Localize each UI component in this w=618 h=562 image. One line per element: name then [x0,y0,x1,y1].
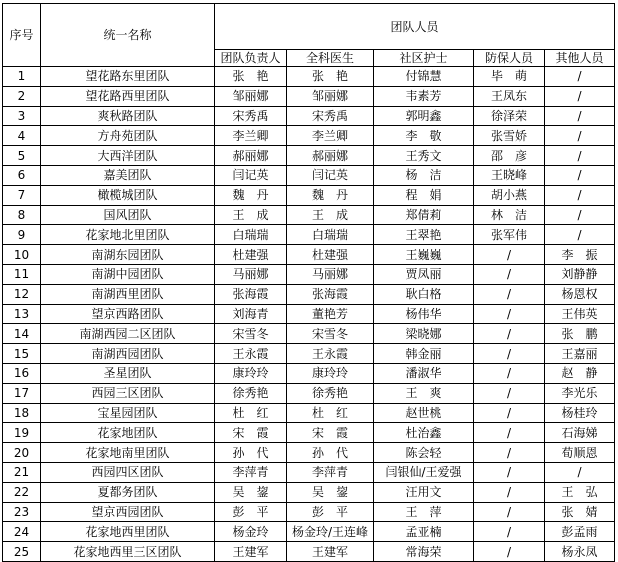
seq-cell: 14 [3,324,41,344]
header-leader: 团队负责人 [215,50,287,67]
nurse-cell: 汪用文 [374,482,474,502]
header-team-members: 团队人员 [215,4,615,50]
prevention-cell: / [474,363,545,383]
nurse-cell: 郭明鑫 [374,106,474,126]
doctor-cell: 徐秀艳 [287,383,374,403]
table-row [3,225,615,245]
table-row [3,106,615,126]
prevention-cell: / [474,344,545,364]
nurse-cell: 王巍巍 [374,245,474,265]
doctor-cell: 李萍青 [287,462,374,482]
other-cell: / [545,462,615,482]
other-cell: 荀顺恩 [545,443,615,463]
doctor-cell: 张海霞 [287,284,374,304]
nurse-cell: 贾凤丽 [374,264,474,284]
doctor-cell: 杜 红 [287,403,374,423]
doctor-cell: 宋雪冬 [287,324,374,344]
doctor-cell: 张 艳 [287,67,374,87]
nurse-cell: 耿白格 [374,284,474,304]
leader-cell: 康玲玲 [215,363,287,383]
doctor-cell: 王建军 [287,542,374,562]
prevention-cell: 林 洁 [474,205,545,225]
team-name-cell: 花家地团队 [41,423,215,443]
doctor-cell: 王 成 [287,205,374,225]
prevention-cell: 张军伟 [474,225,545,245]
doctor-cell: 宋秀禹 [287,106,374,126]
team-name-cell: 大西洋团队 [41,146,215,166]
doctor-cell: 吴 鋆 [287,482,374,502]
team-name-cell: 嘉美团队 [41,165,215,185]
nurse-cell: 孟亚楠 [374,522,474,542]
seq-cell: 11 [3,264,41,284]
other-cell: 杨桂玲 [545,403,615,423]
doctor-cell: 邹丽娜 [287,86,374,106]
leader-cell: 张 艳 [215,67,287,87]
leader-cell: 孙 代 [215,443,287,463]
other-cell: / [545,185,615,205]
other-cell: 张 鹏 [545,324,615,344]
team-name-cell: 望花路西里团队 [41,86,215,106]
nurse-cell: 李 敬 [374,126,474,146]
doctor-cell: 彭 平 [287,502,374,522]
doctor-cell: 闫记英 [287,165,374,185]
team-name-cell: 花家地南里团队 [41,443,215,463]
table-row [3,185,615,205]
leader-cell: 李兰卿 [215,126,287,146]
prevention-cell: / [474,482,545,502]
prevention-cell: / [474,403,545,423]
nurse-cell: 赵世桃 [374,403,474,423]
seq-cell: 3 [3,106,41,126]
nurse-cell: 韩金丽 [374,344,474,364]
seq-cell: 25 [3,542,41,562]
seq-cell: 4 [3,126,41,146]
seq-cell: 5 [3,146,41,166]
other-cell: / [545,67,615,87]
leader-cell: 白瑞瑞 [215,225,287,245]
prevention-cell: 胡小燕 [474,185,545,205]
other-cell: 石海娣 [545,423,615,443]
other-cell: / [545,225,615,245]
table-row [3,284,615,304]
team-name-cell: 宝星园团队 [41,403,215,423]
leader-cell: 徐秀艳 [215,383,287,403]
table-row [3,363,615,383]
leader-cell: 王永霞 [215,344,287,364]
prevention-cell: 徐泽荣 [474,106,545,126]
table-row [3,146,615,166]
seq-cell: 19 [3,423,41,443]
prevention-cell: / [474,383,545,403]
nurse-cell: 王秀文 [374,146,474,166]
seq-cell: 2 [3,86,41,106]
team-name-cell: 花家地西里三区团队 [41,542,215,562]
prevention-cell: 张雪娇 [474,126,545,146]
team-name-cell: 南湖中园团队 [41,264,215,284]
header-other: 其他人员 [545,50,615,67]
nurse-cell: 付锦慧 [374,67,474,87]
leader-cell: 杜建强 [215,245,287,265]
leader-cell: 王 成 [215,205,287,225]
seq-cell: 15 [3,344,41,364]
table-row [3,86,615,106]
prevention-cell: / [474,423,545,443]
team-name-cell: 南湖西园二区团队 [41,324,215,344]
team-name-cell: 爽秋路团队 [41,106,215,126]
leader-cell: 宋 霞 [215,423,287,443]
prevention-cell: / [474,443,545,463]
other-cell: 李光乐 [545,383,615,403]
table-body [3,67,615,562]
table-row [3,67,615,87]
leader-cell: 马丽娜 [215,264,287,284]
leader-cell: 郝丽娜 [215,146,287,166]
nurse-cell: 王 萍 [374,502,474,522]
prevention-cell: / [474,264,545,284]
table-row [3,126,615,146]
leader-cell: 吴 鋆 [215,482,287,502]
table-row [3,245,615,265]
table-row [3,423,615,443]
prevention-cell: / [474,324,545,344]
header-doctor: 全科医生 [287,50,374,67]
nurse-cell: 程 娟 [374,185,474,205]
table-row [3,462,615,482]
nurse-cell: 杨 洁 [374,165,474,185]
seq-cell: 17 [3,383,41,403]
team-name-cell: 南湖西里团队 [41,284,215,304]
nurse-cell: 陈会轻 [374,443,474,463]
doctor-cell: 李兰卿 [287,126,374,146]
doctor-cell: 魏 丹 [287,185,374,205]
seq-cell: 22 [3,482,41,502]
seq-cell: 16 [3,363,41,383]
other-cell: / [545,165,615,185]
team-name-cell: 西园四区团队 [41,462,215,482]
seq-cell: 7 [3,185,41,205]
table-row [3,542,615,562]
team-name-cell: 西园三区团队 [41,383,215,403]
other-cell: / [545,106,615,126]
nurse-cell: 王 爽 [374,383,474,403]
leader-cell: 彭 平 [215,502,287,522]
doctor-cell: 王永霞 [287,344,374,364]
leader-cell: 魏 丹 [215,185,287,205]
table-row [3,383,615,403]
team-name-cell: 夏都务团队 [41,482,215,502]
doctor-cell: 宋 霞 [287,423,374,443]
seq-cell: 24 [3,522,41,542]
doctor-cell: 董艳芳 [287,304,374,324]
other-cell: 王嘉丽 [545,344,615,364]
prevention-cell: / [474,542,545,562]
prevention-cell: / [474,284,545,304]
doctor-cell: 杨金玲/王连峰 [287,522,374,542]
doctor-cell: 郝丽娜 [287,146,374,166]
nurse-cell: 韦素芳 [374,86,474,106]
team-name-cell: 圣星团队 [41,363,215,383]
table-row [3,403,615,423]
nurse-cell: 梁晓娜 [374,324,474,344]
prevention-cell: / [474,304,545,324]
other-cell: / [545,205,615,225]
prevention-cell: 王晓峰 [474,165,545,185]
header-name: 统一名称 [41,4,215,67]
seq-cell: 20 [3,443,41,463]
leader-cell: 闫记英 [215,165,287,185]
leader-cell: 王建军 [215,542,287,562]
leader-cell: 刘海青 [215,304,287,324]
team-name-cell: 望花路东里团队 [41,67,215,87]
team-name-cell: 花家地北里团队 [41,225,215,245]
table-row [3,264,615,284]
prevention-cell: / [474,245,545,265]
other-cell: / [545,126,615,146]
nurse-cell: 闫银仙/王爱强 [374,462,474,482]
team-name-cell: 橄榄城团队 [41,185,215,205]
seq-cell: 10 [3,245,41,265]
table-row [3,324,615,344]
leader-cell: 杜 红 [215,403,287,423]
table-row [3,443,615,463]
other-cell: 张 婧 [545,502,615,522]
other-cell: 刘静静 [545,264,615,284]
doctor-cell: 孙 代 [287,443,374,463]
prevention-cell: / [474,522,545,542]
doctor-cell: 白瑞瑞 [287,225,374,245]
prevention-cell: / [474,502,545,522]
prevention-cell: 邵 彦 [474,146,545,166]
seq-cell: 23 [3,502,41,522]
header-nurse: 社区护士 [374,50,474,67]
doctor-cell: 康玲玲 [287,363,374,383]
table-row [3,482,615,502]
header-prevention: 防保人员 [474,50,545,67]
doctor-cell: 杜建强 [287,245,374,265]
table-row [3,502,615,522]
team-name-cell: 望京西园团队 [41,502,215,522]
nurse-cell: 杜治鑫 [374,423,474,443]
seq-cell: 8 [3,205,41,225]
header-seq: 序号 [3,4,41,67]
nurse-cell: 王翠艳 [374,225,474,245]
leader-cell: 张海霞 [215,284,287,304]
other-cell: 彭孟雨 [545,522,615,542]
doctor-cell: 马丽娜 [287,264,374,284]
leader-cell: 李萍青 [215,462,287,482]
seq-cell: 13 [3,304,41,324]
team-name-cell: 方舟苑团队 [41,126,215,146]
leader-cell: 杨金玲 [215,522,287,542]
team-name-cell: 南湖西园团队 [41,344,215,364]
team-name-cell: 望京西路团队 [41,304,215,324]
seq-cell: 21 [3,462,41,482]
team-name-cell: 花家地西里团队 [41,522,215,542]
other-cell: / [545,146,615,166]
other-cell: 李 振 [545,245,615,265]
nurse-cell: 郑倩莉 [374,205,474,225]
seq-cell: 1 [3,67,41,87]
table-row [3,304,615,324]
other-cell: 杨永凤 [545,542,615,562]
table-row [3,205,615,225]
leader-cell: 邹丽娜 [215,86,287,106]
table-row [3,522,615,542]
other-cell: / [545,86,615,106]
nurse-cell: 杨伟华 [374,304,474,324]
prevention-cell: / [474,462,545,482]
prevention-cell: 毕 萌 [474,67,545,87]
prevention-cell: 王凤东 [474,86,545,106]
team-name-cell: 南湖东园团队 [41,245,215,265]
team-roster-table [2,3,615,562]
leader-cell: 宋雪冬 [215,324,287,344]
other-cell: 王伟英 [545,304,615,324]
other-cell: 王 弘 [545,482,615,502]
other-cell: 杨恩权 [545,284,615,304]
seq-cell: 18 [3,403,41,423]
nurse-cell: 常海荣 [374,542,474,562]
team-name-cell: 国风团队 [41,205,215,225]
table-row [3,165,615,185]
seq-cell: 6 [3,165,41,185]
other-cell: 赵 静 [545,363,615,383]
table-row [3,344,615,364]
seq-cell: 12 [3,284,41,304]
seq-cell: 9 [3,225,41,245]
nurse-cell: 潘淑华 [374,363,474,383]
leader-cell: 宋秀禹 [215,106,287,126]
